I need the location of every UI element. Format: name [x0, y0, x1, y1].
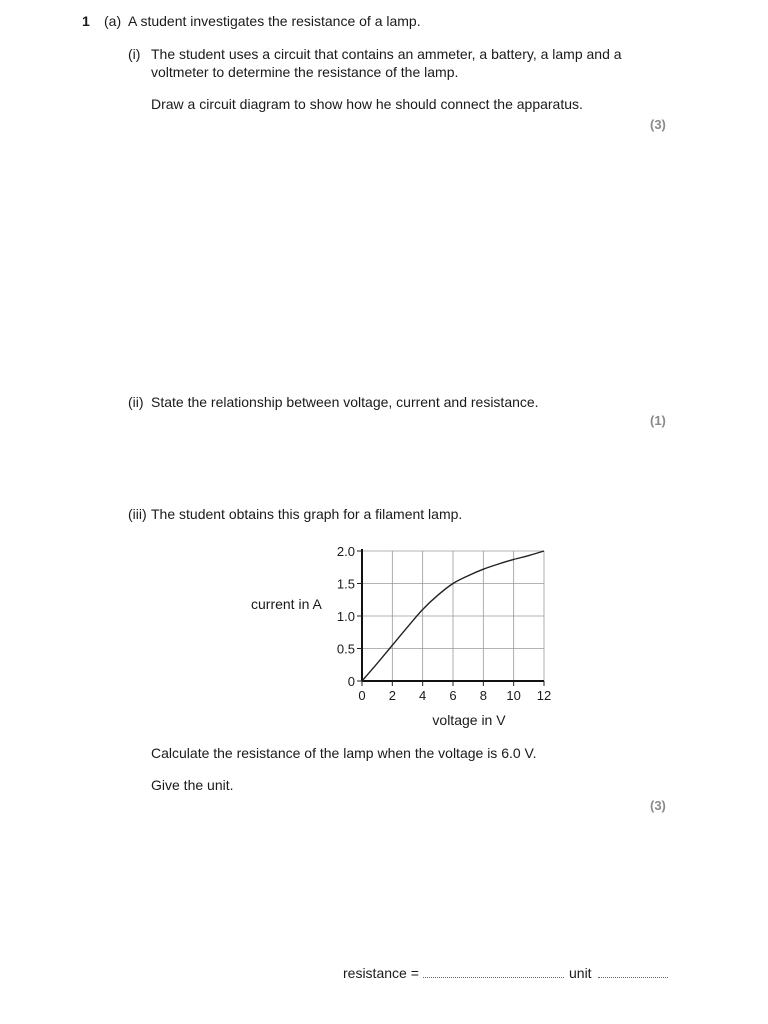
x-tick-label: 6 — [449, 688, 457, 703]
x-tick-label: 8 — [479, 688, 487, 703]
part-i-marks: (3) — [650, 117, 666, 132]
x-tick-label: 2 — [388, 688, 396, 703]
x-axis-label: voltage in V — [432, 712, 506, 728]
part-i-line1: The student uses a circuit that contains an ammeter, a battery, a lamp and a — [151, 46, 622, 62]
current-voltage-graph — [240, 535, 570, 735]
grid — [362, 551, 544, 681]
question-number: 1 — [82, 13, 90, 29]
part-i-instruction: Draw a circuit diagram to show how he should connect the apparatus. — [151, 96, 583, 112]
y-tick-label: 0 — [347, 674, 355, 689]
part-i-label: (i) — [128, 46, 141, 62]
part-i-line2: voltmeter to determine the resistance of the lamp. — [151, 64, 459, 80]
part-iii-marks: (3) — [650, 798, 666, 813]
part-ii-marks: (1) — [650, 413, 666, 428]
unit-answer-line[interactable] — [598, 977, 668, 978]
calc-instruction: Calculate the resistance of the lamp when the voltage is 6.0 V. — [151, 745, 537, 761]
resistance-label: resistance = — [343, 965, 419, 981]
y-tick-label: 2.0 — [336, 544, 355, 559]
part-ii-text: State the relationship between voltage, current and resistance. — [151, 394, 539, 410]
x-tick-label: 10 — [506, 688, 521, 703]
part-a-text: A student investigates the resistance of a lamp. — [128, 13, 421, 29]
y-tick-label: 0.5 — [336, 641, 355, 657]
x-tick-label: 0 — [358, 688, 366, 703]
resistance-answer-line[interactable] — [423, 977, 564, 978]
part-iii-text: The student obtains this graph for a filament lamp. — [151, 506, 463, 522]
unit-instruction: Give the unit. — [151, 777, 234, 793]
unit-label: unit — [569, 965, 592, 981]
x-tick-label: 12 — [536, 688, 552, 703]
y-axis-label: current in A — [251, 596, 322, 612]
part-ii-label: (ii) — [128, 394, 144, 410]
part-iii-label: (iii) — [128, 506, 147, 522]
y-tick-label: 1.5 — [336, 576, 355, 592]
part-a-label: (a) — [104, 13, 122, 29]
x-tick-label: 4 — [419, 688, 427, 703]
y-tick-label: 1.0 — [336, 609, 355, 624]
